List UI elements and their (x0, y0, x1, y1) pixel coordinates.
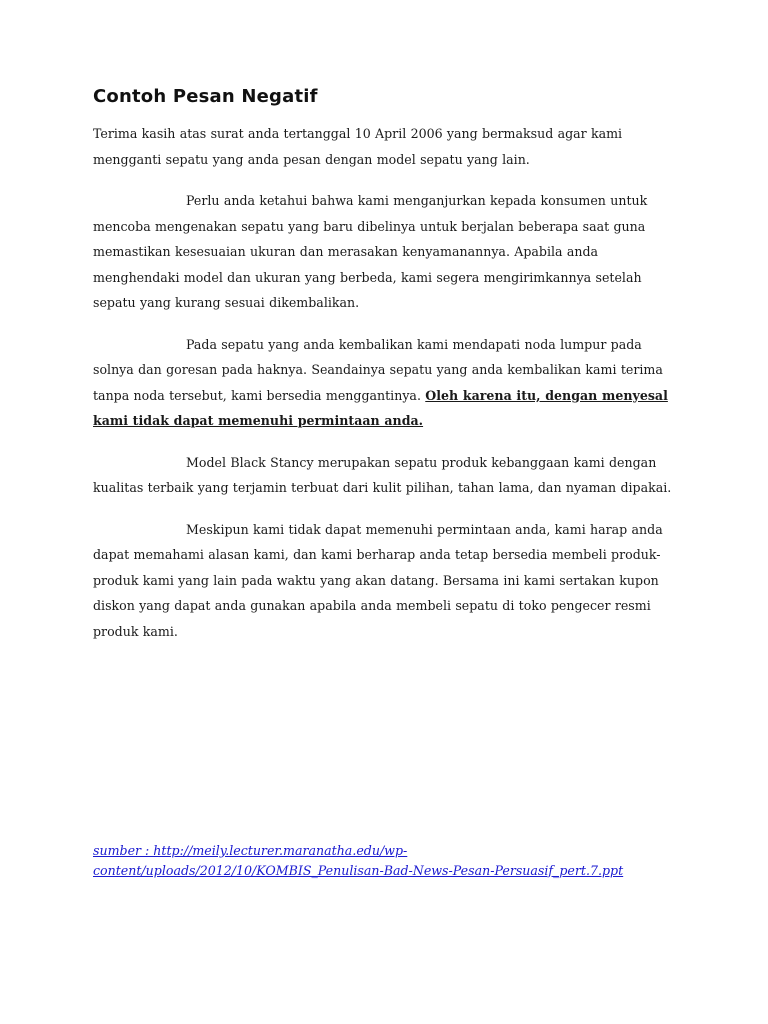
source-link[interactable]: sumber : http://meily.lecturer.maranatha.edu/wp-content/uploads/2012/10/KOMBIS_Penulisan-Bad-News-Pesan-Persuasif_pert.7.ppt (93, 843, 624, 878)
refusal-statement: Oleh karena itu, dengan menyesal kami tidak dapat memenuhi permintaan anda. (93, 387, 668, 428)
paragraph-opening: Terima kasih atas surat anda tertanggal 10 April 2006 yang bermaksud agar kami mengganti sepatu yang anda pesan dengan model sepatu yang lain. (93, 126, 623, 167)
paragraph-refusal (93, 332, 678, 434)
refusal-reason-text: Pada sepatu yang anda kembalikan kami mendapati noda lumpur pada solnya dan goresan pada haknya. Seandainya sepatu yang anda kembalikan kami terima tanpa noda tersebut, kami bersedia menggantinya. (93, 336, 663, 403)
document-title: Contoh Pesan Negatif (93, 86, 318, 107)
paragraph-closing: Meskipun kami tidak dapat memenuhi permintaan anda, kami harap anda dapat memahami alasan kami, dan kami berharap anda tetap bersedia membeli produk-produk kami yang lain pada waktu yang akan datang. Bersama ini kami sertakan kupon diskon yang dapat anda gunakan apabila anda membeli sepatu di toko pengecer resmi produk kami. (93, 521, 663, 639)
paragraph-product: Model Black Stancy merupakan sepatu produk kebanggaan kami dengan kualitas terbaik yang terjamin terbuat dari kulit pilihan, tahan lama, dan nyaman dipakai. (93, 454, 672, 495)
document-body (93, 86, 678, 660)
paragraph-explanation: Perlu anda ketahui bahwa kami menganjurkan kepada konsumen untuk mencoba mengenakan sepatu yang baru dibelinya untuk berjalan beberapa saat guna memastikan kesesuaian ukuran dan merasakan kenyamanannya. Apabila anda menghendaki model dan ukuran yang berbeda, kami segera mengirimkannya setelah sepatu yang kurang sesuai dikembalikan. (93, 193, 648, 310)
